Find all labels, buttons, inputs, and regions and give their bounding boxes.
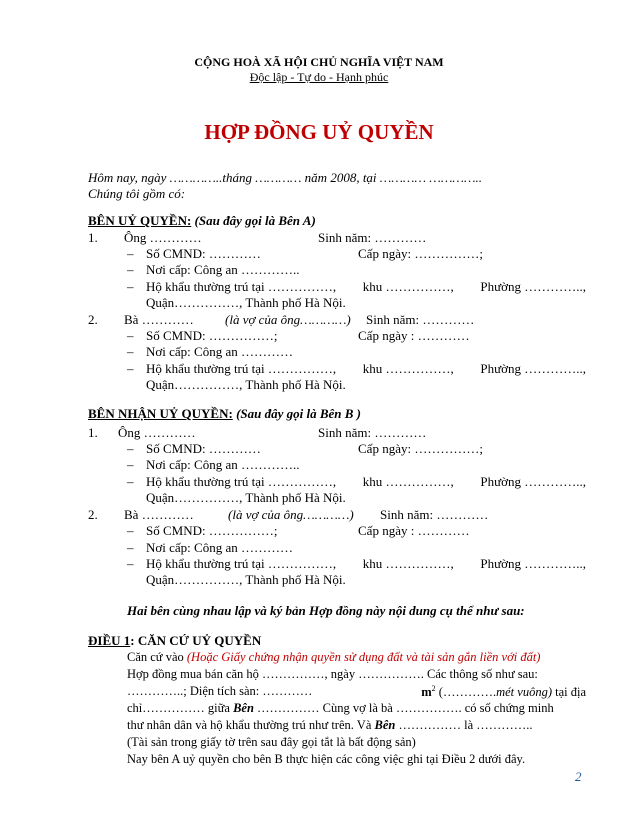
party-a-1-issue-date: Cấp ngày: ……………;	[358, 246, 483, 261]
party-b-2-residence-2: Quận……………, Thành phố Hà Nội.	[146, 572, 346, 587]
bullet-dash: –	[127, 328, 134, 343]
party-a-2-issue-date: Cấp ngày : …………	[358, 328, 470, 343]
party-b-1-birth: Sinh năm: …………	[318, 425, 427, 440]
party-b-2-id: Số CMND: ……………;	[146, 523, 278, 538]
bullet-dash: –	[127, 540, 134, 555]
party-b-heading: BÊN NHẬN UỶ QUYỀN: (Sau đây gọi là Bên B )	[88, 406, 362, 421]
party-b-1-residence: Hộ khẩu thường trú tại ……………, khu ……………, Phường …………..,	[146, 474, 586, 489]
party-b-2-num: 2.	[88, 507, 98, 522]
bullet-dash: –	[127, 246, 134, 261]
party-a-2-spouse: (là vợ của ông…………)	[225, 312, 351, 327]
party-a-2-issue-place: Nơi cấp: Công an …………	[146, 344, 293, 359]
bullet-dash: –	[127, 556, 134, 571]
party-b-1-residence-2: Quận……………, Thành phố Hà Nội.	[146, 490, 346, 505]
motto: Độc lập - Tự do - Hạnh phúc	[249, 70, 389, 84]
party-a-1-name: Ông …………	[124, 230, 202, 245]
nation-heading: CỘNG HOÀ XÃ HỘI CHỦ NGHĨA VIỆT NAM	[194, 55, 444, 69]
bullet-dash: –	[127, 457, 134, 472]
bullet-dash: –	[127, 441, 134, 456]
article-1-line-7: Nay bên A uỷ quyền cho bên B thực hiện các công việc ghi tại Điều 2 dưới đây.	[127, 752, 526, 766]
party-a-2-birth: Sinh năm: …………	[366, 312, 475, 327]
bullet-dash: –	[127, 361, 134, 376]
party-b-2-spouse: (là vợ của ông…………)	[228, 507, 354, 522]
party-b-2-name: Bà …………	[124, 507, 194, 522]
bullet-dash: –	[127, 474, 134, 489]
agreement-statement: Hai bên cùng nhau lập và ký bản Hợp đồng này nội dung cụ thể như sau:	[127, 603, 525, 618]
party-a-2-residence: Hộ khẩu thường trú tại ……………, khu ……………, Phường …………..,	[146, 361, 586, 376]
party-b-2-birth: Sinh năm: …………	[380, 507, 489, 522]
intro-line-1: Hôm nay, ngày …………..tháng ………… năm 2008, tại ………… …………..	[88, 170, 483, 185]
article-1-heading: ĐIỀU 1: CĂN CỨ UỶ QUYỀN	[88, 633, 262, 648]
document-title: HỢP ĐỒNG UỶ QUYỀN	[204, 120, 434, 144]
party-b-2-residence: Hộ khẩu thường trú tại ……………, khu ……………, Phường …………..,	[146, 556, 586, 571]
party-b-1-name: Ông …………	[118, 425, 196, 440]
party-a-2-residence-2: Quận……………, Thành phố Hà Nội.	[146, 377, 346, 392]
party-b-1-issue-date: Cấp ngày: ……………;	[358, 441, 483, 456]
party-a-2-name: Bà …………	[124, 312, 194, 327]
article-1-line-5: thư nhân dân và hộ khẩu thường trú như trên. Và Bên …………… là …………..	[127, 718, 533, 732]
bullet-dash: –	[127, 279, 134, 294]
party-a-heading: BÊN UỶ QUYỀN: (Sau đây gọi là Bên A)	[88, 213, 316, 228]
bullet-dash: –	[127, 344, 134, 359]
party-a-1-residence-2: Quận……………, Thành phố Hà Nội.	[146, 295, 346, 310]
party-b-2-issue-place: Nơi cấp: Công an …………	[146, 540, 293, 555]
article-1-line-6: (Tài sản trong giấy tờ trên sau đây gọi tắt là bất động sản)	[127, 735, 416, 749]
party-b-1-issue-place: Nơi cấp: Công an …………..	[146, 457, 300, 472]
article-1-line-3: …………..; Diện tích sàn: ………… $m^2$ (………….mét vuông) tại địa	[127, 684, 586, 700]
party-a-2-num: 2.	[88, 312, 98, 327]
party-a-1-issue-place: Nơi cấp: Công an …………..	[146, 262, 300, 277]
page-number: 2	[575, 769, 582, 784]
article-1-line-4: chỉ…………… giữa Bên …………… Cùng vợ là bà ……………. có số chứng minh	[127, 701, 554, 715]
article-1-line-2: Hợp đồng mua bán căn hộ ……………, ngày ……………. Các thông số như sau:	[127, 667, 538, 681]
party-b-1-id: Số CMND: …………	[146, 441, 261, 456]
intro-line-2: Chúng tôi gồm có:	[88, 186, 186, 201]
party-b-1-num: 1.	[88, 425, 98, 440]
article-1-line-1: Căn cứ vào (Hoặc Giấy chứng nhận quyền sử dụng đất và tài sản gắn liền với đất)	[127, 650, 541, 664]
party-a-1-residence: Hộ khẩu thường trú tại ……………, khu ……………, Phường …………..,	[146, 279, 586, 294]
bullet-dash: –	[127, 262, 134, 277]
party-a-1-birth: Sinh năm: …………	[318, 230, 427, 245]
party-a-2-id: Số CMND: ……………;	[146, 328, 278, 343]
party-a-1-id: Số CMND: …………	[146, 246, 261, 261]
bullet-dash: –	[127, 523, 134, 538]
party-a-1-num: 1.	[88, 230, 98, 245]
party-b-2-issue-date: Cấp ngày : …………	[358, 523, 470, 538]
